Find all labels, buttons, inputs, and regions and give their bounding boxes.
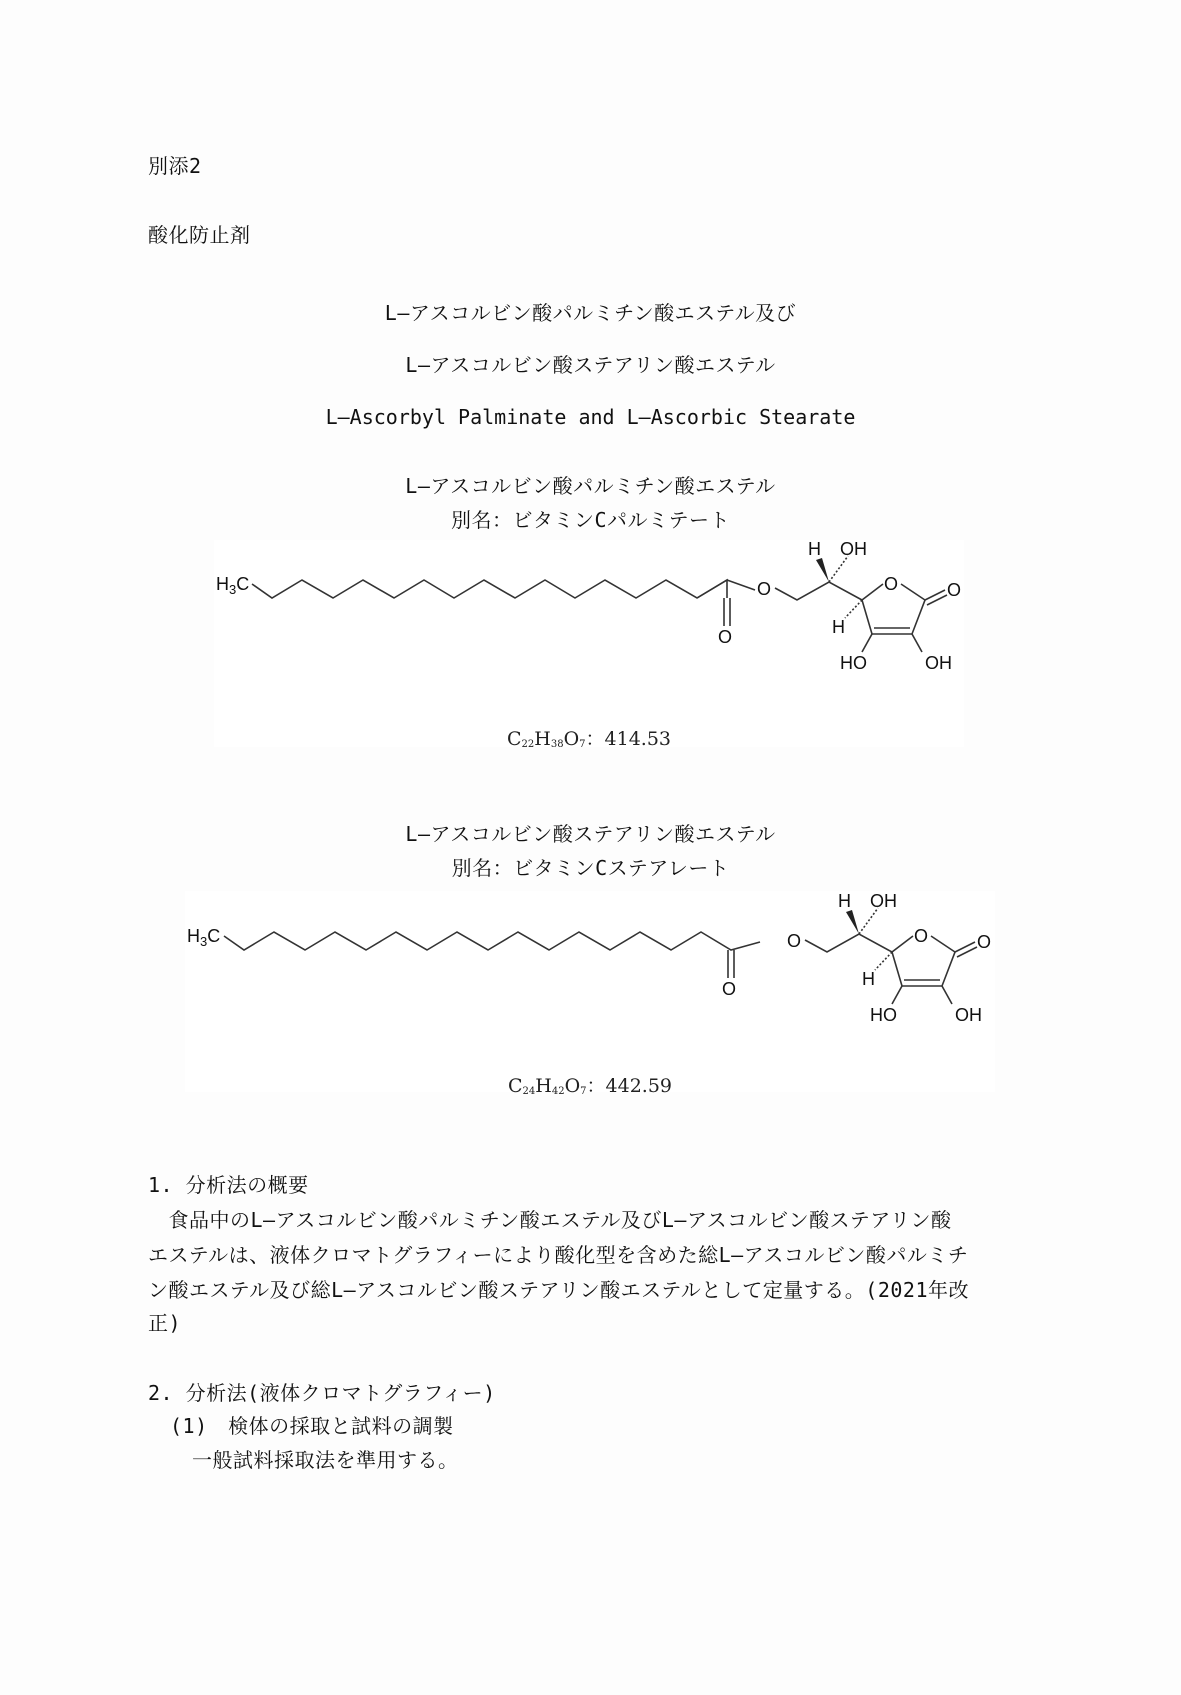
svg-text:H: H [838, 891, 851, 911]
section-1-paragraph-line: エステルは、液体クロマトグラフィーにより酸化型を含めた総L―アスコルビン酸パルミチ [148, 1243, 969, 1267]
title-line-1: L―アスコルビン酸パルミチン酸エステル及び [384, 301, 797, 325]
svg-text:OH: OH [840, 540, 867, 559]
compound-2-alias: 別名：ビタミンCステアレート [451, 856, 730, 880]
svg-text:O: O [718, 627, 733, 647]
svg-text:O: O [914, 926, 929, 946]
svg-text:HO: HO [870, 1005, 897, 1025]
svg-text:O: O [722, 979, 737, 999]
svg-text:H: H [832, 617, 845, 637]
svg-text:H: H [862, 969, 875, 989]
svg-text:H: H [808, 540, 821, 559]
methyl-label: $H_3C$ [187, 926, 221, 949]
svg-text:O: O [947, 580, 962, 600]
svg-text:OH: OH [925, 653, 952, 673]
palmitate-structure-diagram [214, 540, 964, 710]
attachment-label: 別添2 [148, 154, 202, 178]
svg-text:O: O [884, 574, 899, 594]
svg-text:O: O [977, 932, 992, 952]
svg-text:O: O [757, 579, 772, 599]
compound-2-formula: $C_{24}H_{42}O_7$：442.59 [507, 1075, 673, 1097]
title-english: L―Ascorbyl Palminate and L―Ascorbic Stearate [325, 405, 856, 429]
stearate-structure-diagram [185, 891, 995, 1061]
svg-text:OH: OH [955, 1005, 982, 1025]
section-1-paragraph-line: ン酸エステル及び総L―アスコルビン酸ステアリン酸エステルとして定量する。(2021年改 [148, 1278, 969, 1302]
compound-2-name: L―アスコルビン酸ステアリン酸エステル [405, 822, 776, 846]
section-1-heading: 1. 分析法の概要 [148, 1173, 309, 1197]
section-2-heading: 2. 分析法(液体クロマトグラフィー) [148, 1381, 496, 1405]
compound-1-name: L―アスコルビン酸パルミチン酸エステル [405, 474, 776, 498]
svg-text:OH: OH [870, 891, 897, 911]
section-2-subheading: (1) 検体の採取と試料の調製 [170, 1414, 454, 1438]
svg-text:O: O [787, 931, 802, 951]
methyl-label: $H_3C$ [216, 574, 250, 597]
title-line-2: L―アスコルビン酸ステアリン酸エステル [405, 353, 776, 377]
section-1-paragraph-line: 食品中のL―アスコルビン酸パルミチン酸エステル及びL―アスコルビン酸ステアリン酸 [148, 1208, 952, 1232]
structure-image-palmitate [214, 540, 964, 750]
compound-1-formula: $C_{22}H_{38}O_7$：414.53 [506, 728, 672, 750]
svg-text:HO: HO [840, 653, 867, 673]
category-heading: 酸化防止剤 [148, 223, 251, 247]
section-2-text: 一般試料採取法を準用する。 [192, 1448, 459, 1472]
section-1-paragraph-line: 正) [148, 1311, 182, 1335]
compound-1-alias: 別名：ビタミンCパルミテート [450, 508, 731, 532]
structure-image-stearate [185, 891, 995, 1097]
